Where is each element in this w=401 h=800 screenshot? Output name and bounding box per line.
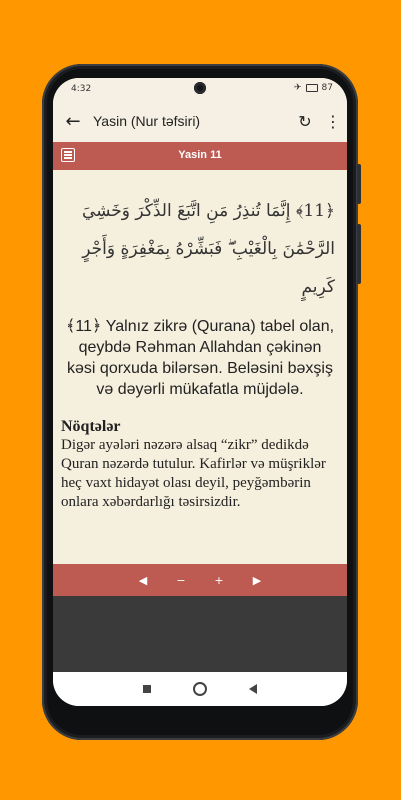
- verse-translation: ﴾11﴿ Yalnız zikrə (Qurana) tabel olan, qeybdə Rəhman Allahdan çəkinən kəsi qorxuda bilərsən. Beləsini bəxşiş və dəyərli mükafatla müjdələ.: [65, 318, 335, 398]
- status-bar: [53, 78, 347, 100]
- arabic-verse: ﴿11﴾ إِنَّمَا تُنذِرُ مَنِ اتَّبَعَ الذِّكْرَ وَخَشِيَ الرَّحْمَٰنَ بِالْغَيْبِ ۖ فَبَشِّرْهُ بِمَغْفِرَةٍ وَأَجْرٍ كَرِيمٍ: [81, 201, 335, 297]
- empty-dark-area: [53, 596, 347, 672]
- zoom-out-button[interactable]: −: [176, 573, 186, 587]
- status-icons: [294, 83, 333, 93]
- airplane-icon: ✈: [294, 83, 302, 93]
- recents-icon[interactable]: [143, 685, 151, 693]
- next-verse-icon[interactable]: ▶: [252, 573, 262, 587]
- notes-heading: Nöqtələr: [61, 418, 121, 435]
- notes-body: Digər ayələri nəzərə alsaq “zikr” dedikdə Quran nəzərdə tutulur. Kafirlər və müşriklər heç vaxt hidayət olası deyil, peyğəmbərin onlara xəbərdarlığı təsirsizdir.: [61, 437, 326, 510]
- previous-verse-icon[interactable]: ◀: [138, 573, 148, 587]
- app-bar: [53, 100, 347, 143]
- zoom-in-button[interactable]: +: [214, 573, 224, 587]
- power-button: [357, 224, 361, 284]
- status-time: 4:32: [71, 84, 92, 94]
- system-nav-bar: [53, 672, 347, 706]
- verse-title: Yasin 11: [178, 149, 222, 161]
- phone-screen: [53, 78, 347, 706]
- home-icon[interactable]: [193, 682, 207, 696]
- more-vertical-icon[interactable]: ⋮: [325, 111, 341, 131]
- verse-content[interactable]: [53, 170, 347, 564]
- page-title: Yasin (Nur təfsiri): [93, 113, 201, 129]
- nav-back-icon[interactable]: [249, 684, 257, 694]
- refresh-icon[interactable]: ↻: [298, 111, 312, 131]
- front-camera: [194, 82, 206, 94]
- volume-button: [357, 164, 361, 204]
- verse-header-bar: [53, 142, 347, 170]
- battery-level: 87: [321, 83, 333, 93]
- back-arrow-icon[interactable]: ←: [65, 110, 81, 132]
- battery-icon: [306, 84, 318, 92]
- bottom-toolbar: [53, 564, 347, 596]
